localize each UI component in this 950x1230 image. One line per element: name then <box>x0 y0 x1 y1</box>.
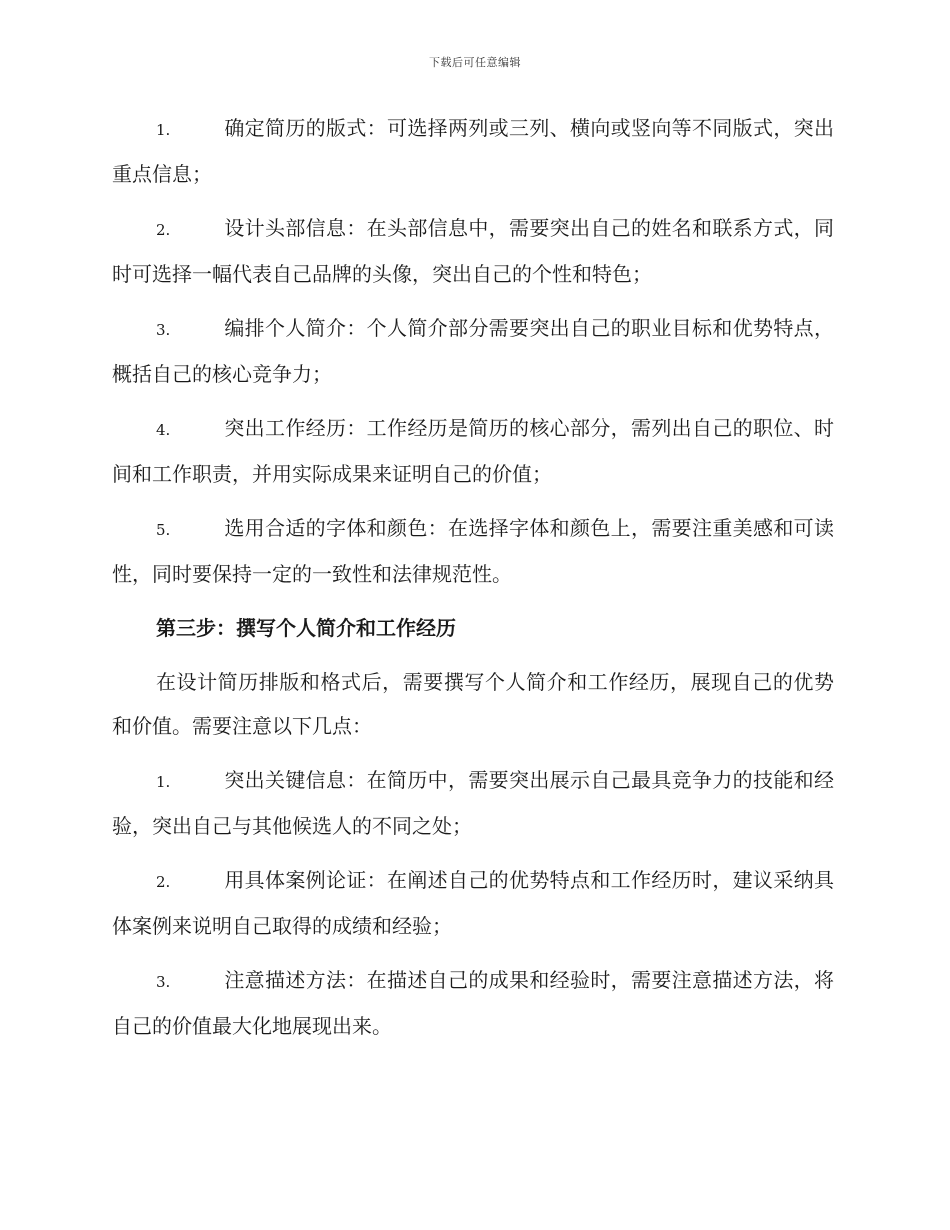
list-number: 1. <box>156 773 171 791</box>
list-item <box>112 306 834 396</box>
list-item-text: 编排个人简介：个人简介部分需要突出自己的职业目标和优势特点，概括自己的核心竞争力； <box>112 316 834 386</box>
document-body <box>112 106 834 1058</box>
list-item <box>112 858 834 948</box>
list-number: 1. <box>156 121 171 139</box>
list-item-text: 设计头部信息：在头部信息中，需要突出自己的姓名和联系方式，同时可选择一幅代表自己品牌的头像，突出自己的个性和特色； <box>112 216 834 286</box>
list-item <box>112 106 834 196</box>
list-number: 5. <box>156 521 171 539</box>
list-item-text: 用具体案例论证：在阐述自己的优势特点和工作经历时，建议采纳具体案例来说明自己取得的成绩和经验； <box>112 868 834 938</box>
page-header: 下载后可任意编辑 <box>429 56 521 69</box>
list-item-text: 选用合适的字体和颜色：在选择字体和颜色上，需要注重美感和可读性，同时要保持一定的一致性和法律规范性。 <box>112 516 834 586</box>
list-number: 4. <box>156 421 171 439</box>
list-number: 2. <box>156 873 171 891</box>
list-item-text: 确定简历的版式：可选择两列或三列、横向或竖向等不同版式，突出重点信息； <box>112 116 834 186</box>
list-number: 3. <box>156 973 171 991</box>
list-item-text: 注意描述方法：在描述自己的成果和经验时，需要注意描述方法，将自己的价值最大化地展现出来。 <box>112 968 834 1038</box>
list-item-text: 突出工作经历：工作经历是简历的核心部分，需列出自己的职位、时间和工作职责，并用实际成果来证明自己的价值； <box>112 416 834 486</box>
list-item <box>112 958 834 1048</box>
list-number: 2. <box>156 221 171 239</box>
list-item <box>112 506 834 596</box>
section-heading: 第三步：撰写个人简介和工作经历 <box>156 616 456 640</box>
list-item <box>112 206 834 296</box>
section-intro: 在设计简历排版和格式后，需要撰写个人简介和工作经历，展现自己的优势和价值。需要注意以下几点： <box>112 670 834 738</box>
list-item-text: 突出关键信息：在简历中，需要突出展示自己最具竞争力的技能和经验，突出自己与其他候选人的不同之处； <box>112 768 834 838</box>
list-number: 3. <box>156 321 171 339</box>
list-item <box>112 758 834 848</box>
list-item <box>112 406 834 496</box>
